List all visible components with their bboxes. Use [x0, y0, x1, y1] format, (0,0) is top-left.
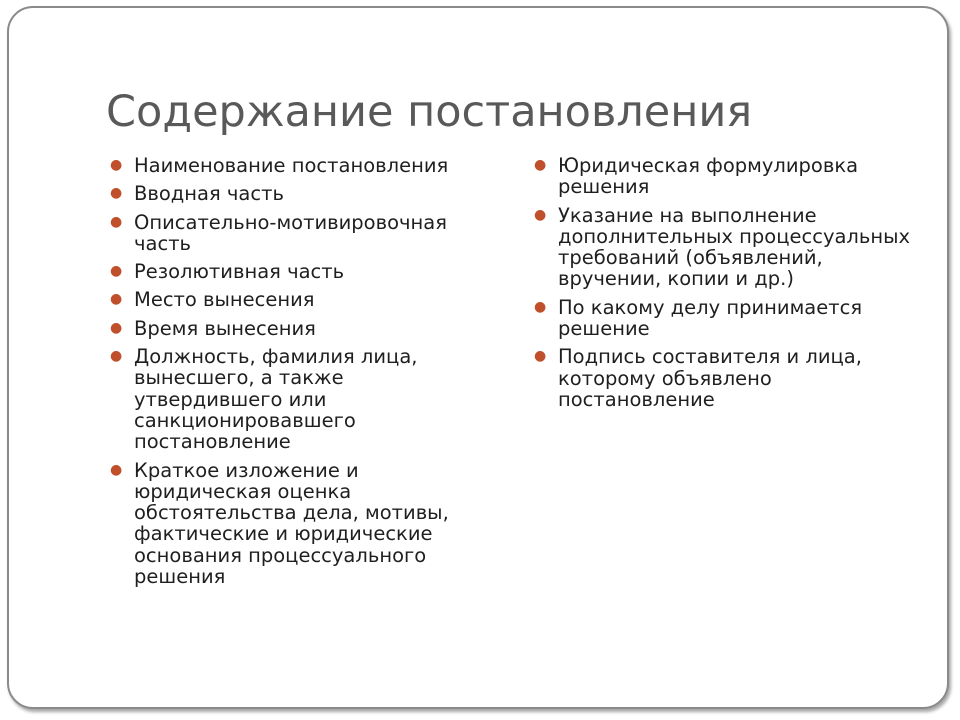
list-item: ● Описательно-мотивировочная часть: [110, 210, 447, 255]
list-item: ● Время вынесения: [110, 316, 316, 340]
left-bullet-list: [108, 155, 468, 594]
bullet-dot: ●: [534, 157, 547, 173]
bullet-dot: ●: [534, 206, 547, 223]
list-item: ● Вводная часть: [110, 182, 284, 206]
list-item: ● Должность, фамилия лица, вынесшего, а также утвердившего или санкционировавшего постановление: [110, 345, 418, 454]
list-item: ● Резолютивная часть: [110, 260, 345, 284]
list-item: ● Юридическая формулировка решения: [534, 154, 859, 199]
list-item: ● Место вынесения: [110, 288, 315, 312]
bullet-dot: ●: [110, 291, 123, 308]
bullet-dot: ●: [110, 185, 123, 202]
list-item: ● Краткое изложение и юридическая оценка обстоятельства дела, мотивы, фактические и юридические основания процессуального решения: [110, 458, 449, 589]
bullet-dot: ●: [110, 319, 123, 336]
bullet-dot: ●: [110, 348, 123, 365]
list-item: ● Указание на выполнение дополнительных процессуальных требований (объявлений, вручении, копии и др.): [534, 203, 911, 291]
list-item: ● Подпись составителя и лица, которому объявлено постановление: [534, 345, 862, 411]
bullet-dot: ●: [110, 157, 123, 173]
bullet-dot: ●: [534, 348, 547, 365]
bullet-dot: ●: [110, 263, 123, 280]
right-bullet-list: [532, 155, 917, 417]
bullet-dot: ●: [534, 298, 547, 315]
bullet-dot: ●: [110, 213, 123, 230]
slide-title: Содержание постановления: [106, 87, 753, 137]
list-item: ● По какому делу принимается решение: [534, 295, 863, 341]
bullet-dot: ●: [110, 461, 123, 478]
list-item: ● Наименование постановления: [110, 154, 449, 177]
